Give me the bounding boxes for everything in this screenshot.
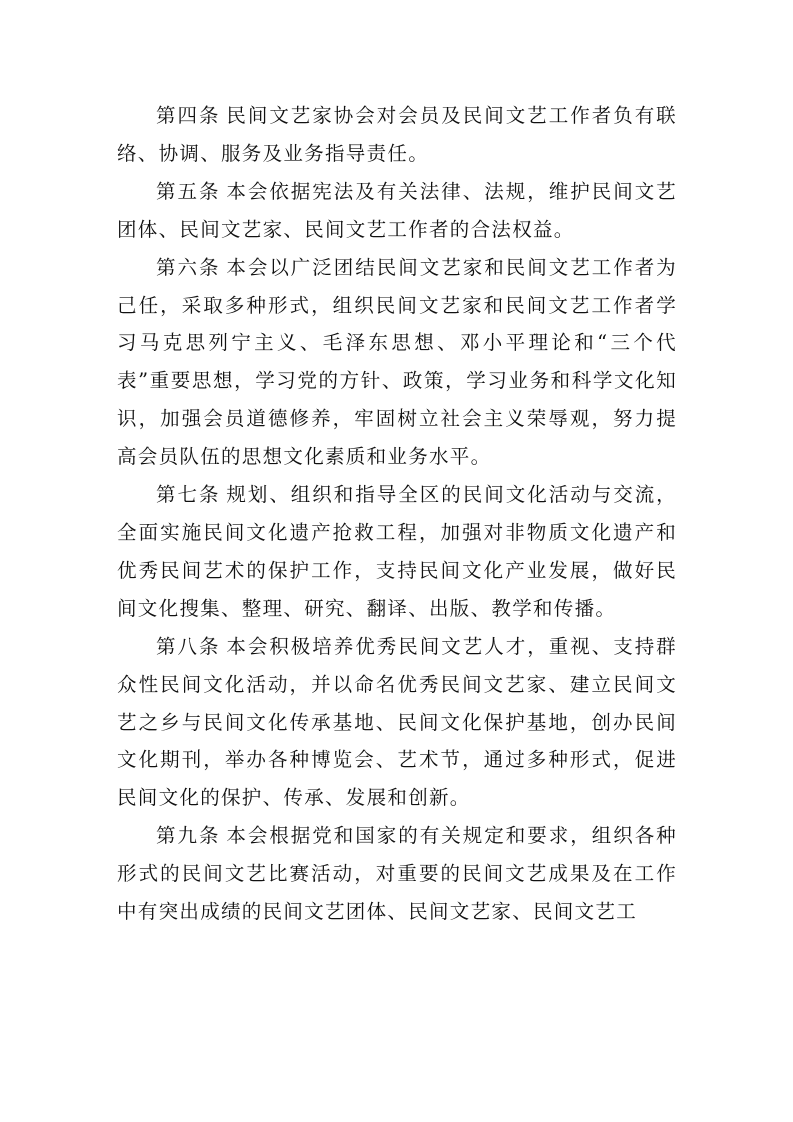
document-body <box>117 97 677 931</box>
article-text: 本会积极培养优秀民间文艺人才，重视、支持群众性民间文化活动，并以命名优秀民间文艺家、建立民间文艺之乡与民间文化传承基地、民间文化保护基地，创办民间文化期刊，举办各种博览会、艺术节，通过多种形式，促进民间文化的保护、传承、发展和创新。 <box>117 634 677 810</box>
article-text: 本会根据党和国家的有关规定和要求，组织各种形式的民间文艺比赛活动，对重要的民间文艺成果及在工作中有突出成绩的民间文艺团体、民间文艺家、民间文艺工 <box>117 824 677 924</box>
article-text: 本会以广泛团结民间文艺家和民间文艺工作者为己任，采取多种形式，组织民间文艺家和民间文艺工作者学习马克思列宁主义、毛泽东思想、邓小平理论和“三个代表”重要思想，学习党的方针、政策，学习业务和科学文化知识，加强会员道德修养，牢固树立社会主义荣辱观，努力提高会员队伍的思想文化素质和业务水平。 <box>117 255 677 469</box>
article-paragraph <box>117 97 677 173</box>
article-paragraph <box>117 817 677 931</box>
article-number: 第七条 <box>156 483 221 507</box>
article-text: 民间文艺家协会对会员及民间文艺工作者负有联络、协调、服务及业务指导责任。 <box>117 104 677 165</box>
article-paragraph <box>117 173 677 249</box>
article-number: 第八条 <box>156 634 221 658</box>
article-paragraph <box>117 249 677 476</box>
article-number: 第六条 <box>156 255 221 279</box>
article-text: 规划、组织和指导全区的民间文化活动与交流，全面实施民间文化遗产抢救工程，加强对非物质文化遗产和优秀民间艺术的保护工作，支持民间文化产业发展，做好民间文化搜集、整理、研究、翻译、出版、教学和传播。 <box>117 483 677 620</box>
article-number: 第五条 <box>156 179 221 203</box>
article-number: 第九条 <box>156 824 221 848</box>
article-paragraph <box>117 476 677 628</box>
article-paragraph <box>117 628 677 818</box>
article-number: 第四条 <box>156 104 221 127</box>
article-text: 本会依据宪法及有关法律、法规，维护民间文艺团体、民间文艺家、民间文艺工作者的合法权益。 <box>117 179 677 241</box>
